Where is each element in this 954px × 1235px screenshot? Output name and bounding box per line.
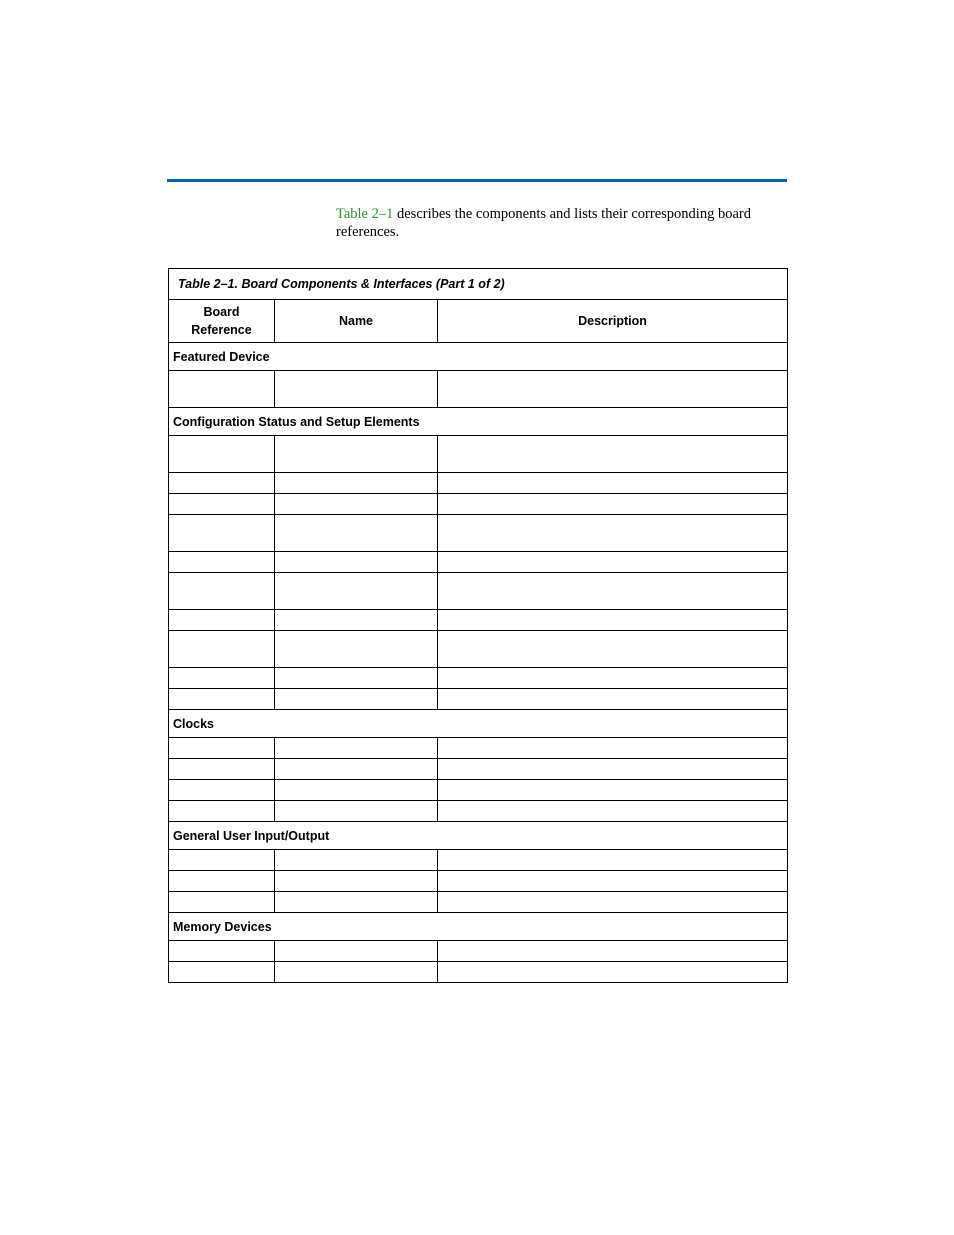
cell-board-reference <box>169 668 275 689</box>
cell-description <box>438 371 788 408</box>
section-row-configuration <box>169 408 788 436</box>
cell-description <box>438 962 788 983</box>
cell-description <box>438 473 788 494</box>
cell-board-reference <box>169 962 275 983</box>
cell-board-reference <box>169 515 275 552</box>
table-row <box>169 892 788 913</box>
table-row <box>169 962 788 983</box>
cell-description <box>438 689 788 710</box>
cell-name <box>275 941 438 962</box>
cell-name <box>275 759 438 780</box>
cell-name <box>275 871 438 892</box>
cell-description <box>438 552 788 573</box>
cell-board-reference <box>169 494 275 515</box>
cell-board-reference <box>169 871 275 892</box>
cell-name <box>275 668 438 689</box>
cell-description <box>438 892 788 913</box>
table-row <box>169 631 788 668</box>
table-row <box>169 473 788 494</box>
cell-description <box>438 759 788 780</box>
cell-description <box>438 871 788 892</box>
cell-name <box>275 892 438 913</box>
cell-description <box>438 494 788 515</box>
cell-description <box>438 738 788 759</box>
section-title: Clocks <box>169 710 788 738</box>
section-row-clocks <box>169 710 788 738</box>
cell-board-reference <box>169 850 275 871</box>
cell-description <box>438 941 788 962</box>
cell-board-reference <box>169 610 275 631</box>
cell-name <box>275 473 438 494</box>
cell-name <box>275 850 438 871</box>
column-header-description: Description <box>438 300 788 343</box>
table-row <box>169 738 788 759</box>
cell-name <box>275 573 438 610</box>
table-row <box>169 494 788 515</box>
cell-board-reference <box>169 371 275 408</box>
cell-board-reference <box>169 759 275 780</box>
section-row-general-user-io <box>169 822 788 850</box>
table-row <box>169 850 788 871</box>
cell-board-reference <box>169 941 275 962</box>
section-row-featured-device <box>169 343 788 371</box>
cell-board-reference <box>169 689 275 710</box>
intro-text: describes the components and lists their corresponding board references. <box>336 206 751 240</box>
cell-name <box>275 962 438 983</box>
cell-board-reference <box>169 573 275 610</box>
cell-name <box>275 631 438 668</box>
cell-description <box>438 515 788 552</box>
table-row <box>169 780 788 801</box>
cell-description <box>438 573 788 610</box>
table-row <box>169 801 788 822</box>
table-row <box>169 759 788 780</box>
cell-name <box>275 801 438 822</box>
cell-description <box>438 610 788 631</box>
table-row <box>169 610 788 631</box>
table-cross-reference-link[interactable]: Table 2–1 <box>336 206 394 222</box>
cell-name <box>275 552 438 573</box>
section-title: Featured Device <box>169 343 788 371</box>
cell-name <box>275 371 438 408</box>
table-row <box>169 371 788 408</box>
table-row <box>169 871 788 892</box>
table-row <box>169 668 788 689</box>
cell-board-reference <box>169 473 275 494</box>
cell-name <box>275 436 438 473</box>
cell-description <box>438 850 788 871</box>
table-row <box>169 573 788 610</box>
table-row <box>169 436 788 473</box>
table-caption: Table 2–1. Board Components & Interfaces (Part 1 of 2) <box>169 269 788 300</box>
section-row-memory-devices <box>169 913 788 941</box>
cell-name <box>275 610 438 631</box>
intro-paragraph <box>336 206 788 241</box>
cell-board-reference <box>169 552 275 573</box>
cell-description <box>438 780 788 801</box>
section-title: General User Input/Output <box>169 822 788 850</box>
cell-name <box>275 515 438 552</box>
column-header-board-reference: Board Reference <box>169 300 275 343</box>
table-row <box>169 941 788 962</box>
cell-description <box>438 436 788 473</box>
cell-name <box>275 780 438 801</box>
section-title: Memory Devices <box>169 913 788 941</box>
table-row <box>169 689 788 710</box>
table-header-row <box>169 300 788 343</box>
cell-board-reference <box>169 738 275 759</box>
section-title: Configuration Status and Setup Elements <box>169 408 788 436</box>
cell-board-reference <box>169 436 275 473</box>
cell-board-reference <box>169 631 275 668</box>
cell-board-reference <box>169 892 275 913</box>
table-row <box>169 515 788 552</box>
cell-name <box>275 689 438 710</box>
header-rule <box>167 179 787 182</box>
board-components-table <box>168 268 788 983</box>
table-row <box>169 552 788 573</box>
cell-name <box>275 494 438 515</box>
cell-description <box>438 801 788 822</box>
cell-description <box>438 631 788 668</box>
cell-description <box>438 668 788 689</box>
cell-board-reference <box>169 780 275 801</box>
cell-board-reference <box>169 801 275 822</box>
column-header-name: Name <box>275 300 438 343</box>
table-caption-row <box>169 269 788 300</box>
cell-name <box>275 738 438 759</box>
